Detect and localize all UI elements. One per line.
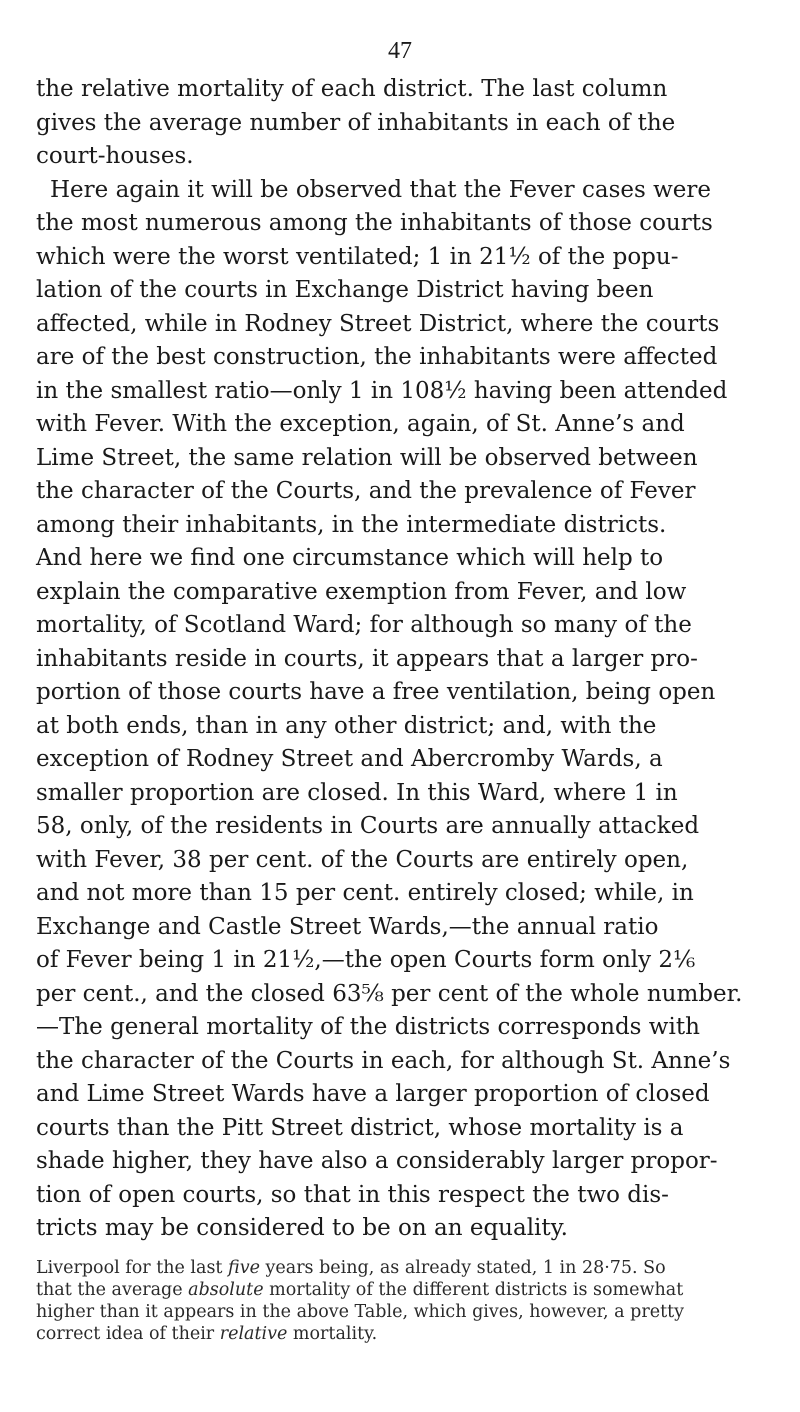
text-line: Here again it will be observed that the Fever cases were xyxy=(50,176,712,203)
text-line: explain the comparative exemption from Fever, and low xyxy=(36,578,687,605)
text-line: court-houses. xyxy=(36,143,194,169)
footnote-emphasis: absolute xyxy=(188,1280,264,1300)
footnote xyxy=(36,1257,776,1345)
text-line: inhabitants reside in courts, it appears that a larger pro- xyxy=(36,645,698,672)
footnote-text: years being, as already stated, 1 in 28·75. So xyxy=(259,1258,666,1278)
footnote-text: mortality. xyxy=(287,1324,378,1344)
text-line: in the smallest ratio—only 1 in 108½ having been attended xyxy=(36,377,728,404)
text-line: the character of the Courts in each, for although St. Anne’s xyxy=(36,1047,731,1074)
text-line: the most numerous among the inhabitants of those courts xyxy=(36,210,713,236)
text-line: the relative mortality of each district. The last column xyxy=(36,76,668,102)
footnote-text: mortality of the different districts is somewhat xyxy=(263,1280,684,1300)
text-line: among their inhabitants, in the intermediate districts. xyxy=(36,511,667,538)
text-line: exception of Rodney Street and Abercromby Wards, a xyxy=(36,746,663,772)
text-line: are of the best construction, the inhabitants were affected xyxy=(36,344,718,370)
text-line: and not more than 15 per cent. entirely closed; while, in xyxy=(36,880,694,906)
text-line: Lime Street, the same relation will be observed between xyxy=(36,444,698,471)
text-line: mortality, of Scotland Ward; for although so many of the xyxy=(36,612,692,638)
text-line: per cent., and the closed 63⅝ per cent of the whole number. xyxy=(36,980,743,1007)
text-line: at both ends, than in any other district; and, with the xyxy=(36,712,657,739)
text-line: the character of the Courts, and the prevalence of Fever xyxy=(36,478,696,504)
text-line: courts than the Pitt Street district, whose mortality is a xyxy=(36,1114,684,1141)
footnote-line xyxy=(36,1279,776,1301)
text-line: tion of open courts, so that in this respect the two dis- xyxy=(36,1181,669,1208)
text-line: shade higher, they have also a considerably larger propor- xyxy=(36,1148,718,1174)
footnote-line: higher than it appears in the above Table, which gives, however, a pretty xyxy=(36,1302,685,1322)
page-number: 47 xyxy=(388,38,412,64)
text-line: which were the worst ventilated; 1 in 21½ of the popu- xyxy=(36,243,679,270)
text-line: tricts may be considered to be on an equality. xyxy=(36,1215,568,1241)
text-line: and Lime Street Wards have a larger proportion of closed xyxy=(36,1081,710,1107)
text-line: with Fever, 38 per cent. of the Courts are entirely open, xyxy=(36,846,689,873)
text-line: —The general mortality of the districts corresponds with xyxy=(36,1014,700,1040)
footnote-emphasis: five xyxy=(228,1258,260,1278)
text-line: smaller proportion are closed. In this Ward, where 1 in xyxy=(36,779,678,806)
footnote-text: correct idea of their xyxy=(36,1324,220,1344)
body-text xyxy=(36,73,772,1246)
text-line: Exchange and Castle Street Wards,—the annual ratio xyxy=(36,913,659,940)
text-line: lation of the courts in Exchange District having been xyxy=(36,277,654,303)
footnote-text: Liverpool for the last xyxy=(36,1258,229,1278)
footnote-line xyxy=(36,1257,776,1279)
text-line: And here we find one circumstance which will help to xyxy=(36,545,664,571)
text-line: portion of those courts have a free ventilation, being open xyxy=(36,679,716,705)
text-line: of Fever being 1 in 21½,—the open Courts form only 2⅙ xyxy=(36,947,696,973)
text-line: 58, only, of the residents in Courts are annually attacked xyxy=(36,813,700,839)
footnote-text: that the average xyxy=(36,1280,189,1300)
footnote-emphasis: relative xyxy=(219,1324,288,1344)
text-line: gives the average number of inhabitants in each of the xyxy=(36,109,676,136)
footnote-line xyxy=(36,1323,776,1345)
text-line: affected, while in Rodney Street District, where the courts xyxy=(36,310,720,337)
text-line: with Fever. With the exception, again, of St. Anne’s and xyxy=(36,411,685,437)
